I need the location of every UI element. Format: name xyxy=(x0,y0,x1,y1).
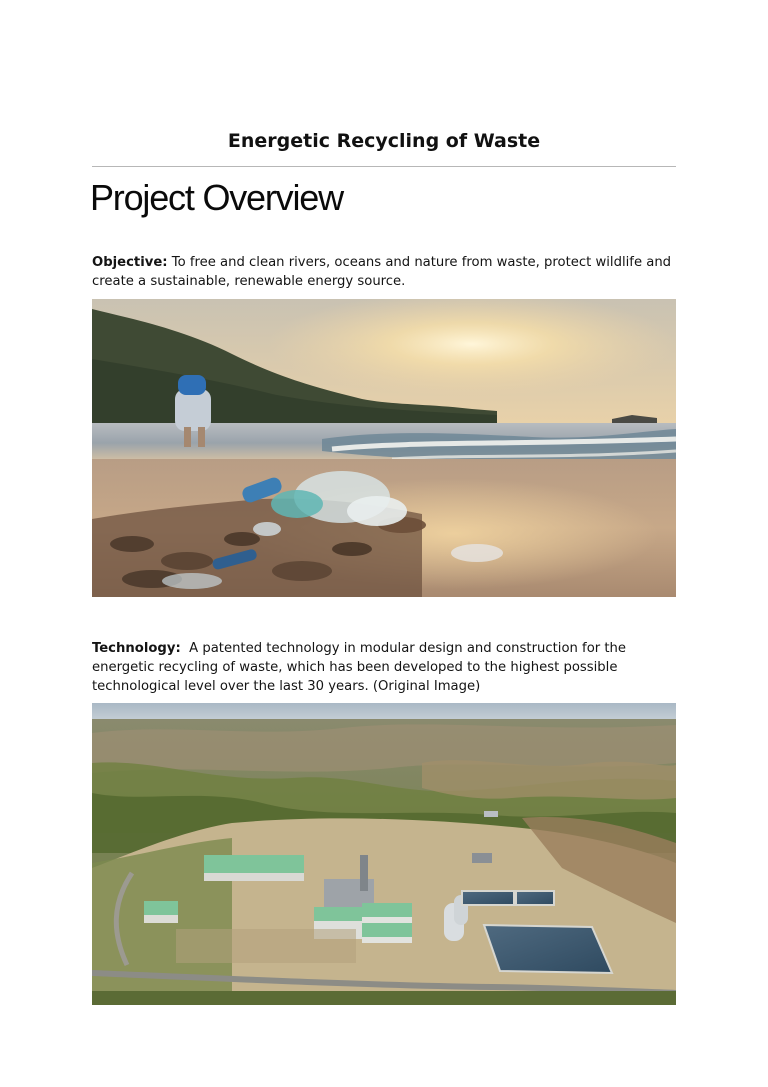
document-heading: Energetic Recycling of Waste xyxy=(227,130,541,152)
technology-label: Technology: xyxy=(92,641,181,656)
heading-divider xyxy=(92,166,676,167)
beach-waste-photo xyxy=(92,299,676,597)
objective-text: To free and clean rivers, oceans and nature from waste, protect wildlife and create a sustainable, renewable energy source. xyxy=(92,255,672,289)
objective-paragraph xyxy=(92,253,676,291)
section-title: Project Overview xyxy=(90,177,343,218)
technology-text: A patented technology in modular design and construction for the energetic recycling of waste, which has been developed to the highest possible technological level over the last 30 years. (Original Image) xyxy=(92,641,627,694)
technology-paragraph xyxy=(92,639,676,696)
recycling-plant-photo xyxy=(92,703,676,1005)
objective-label: Objective: xyxy=(92,255,168,270)
